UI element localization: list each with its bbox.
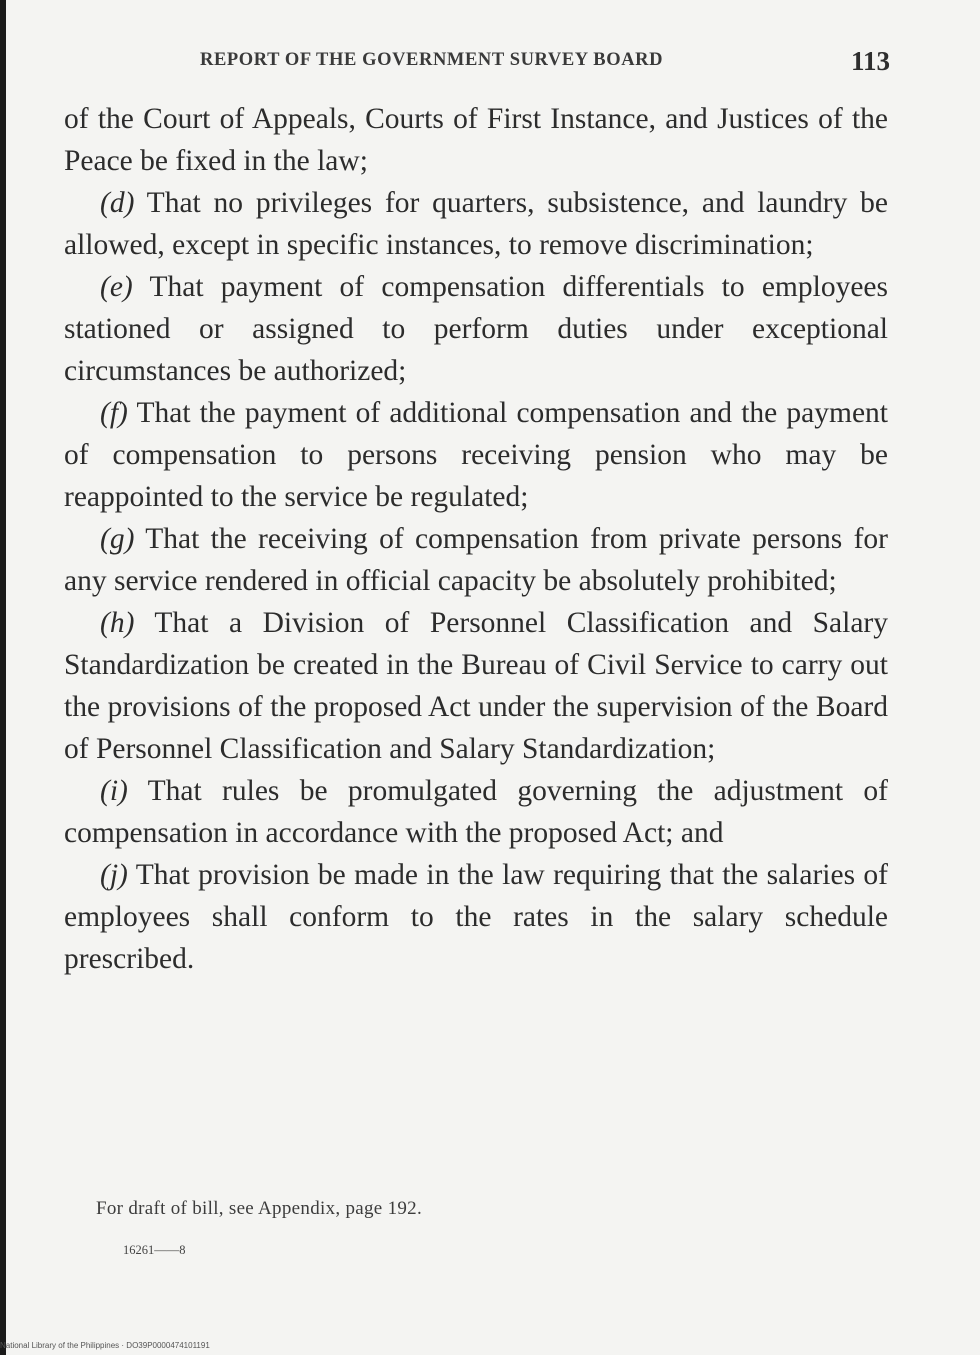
- page-number: 113: [850, 46, 890, 76]
- item-j-text: That provision be made in the law requiring that the salaries of employees shall conform to the rates in the salary schedule prescribed.: [64, 859, 889, 975]
- item-h: [64, 602, 888, 770]
- item-i: [64, 770, 888, 854]
- item-g-text: That the receiving of compensation from private persons for any service rendered in official capacity be absolutely prohibited;: [64, 523, 888, 597]
- item-d: [64, 182, 888, 266]
- item-i-marker: (i): [100, 775, 128, 807]
- item-e: [64, 266, 888, 392]
- item-g-marker: (g): [100, 523, 135, 555]
- page-header: [200, 46, 890, 76]
- body-text: [64, 98, 888, 980]
- scan-credit: National Library of the Philippines · DO39P0000474101191: [0, 1341, 210, 1350]
- item-j-marker: (j): [100, 859, 128, 891]
- item-f: [64, 392, 888, 518]
- item-h-text: That a Division of Personnel Classification and Salary Standardization be created in the Bureau of Civil Service to carry out the provisions of the proposed Act under the supervision of the Board of Personnel Classification and Salary Standardization;: [64, 607, 888, 765]
- item-d-marker: (d): [100, 187, 135, 219]
- item-i-text: That rules be promulgated governing the adjustment of compensation in accordance with the proposed Act; and: [64, 775, 889, 849]
- item-j: [64, 854, 888, 980]
- item-g: [64, 518, 888, 602]
- page-binding-edge: [0, 0, 6, 1355]
- item-e-marker: (e): [100, 271, 133, 303]
- item-h-marker: (h): [100, 607, 135, 639]
- item-d-text: That no privileges for quarters, subsistence, and laundry be allowed, except in specific instances, to remove discrimination;: [64, 187, 888, 261]
- signature-mark: 16261——8: [123, 1243, 186, 1257]
- footnote: For draft of bill, see Appendix, page 192.: [96, 1198, 423, 1219]
- item-f-marker: (f): [100, 397, 128, 429]
- continuation-paragraph: of the Court of Appeals, Courts of First Instance, and Justices of the Peace be fixed in the law;: [64, 103, 888, 177]
- item-e-text: That payment of compensation differentials to employees stationed or assigned to perform duties under exceptional circumstances be authorized;: [64, 271, 888, 387]
- running-title: REPORT OF THE GOVERNMENT SURVEY BOARD: [200, 50, 664, 70]
- item-f-text: That the payment of additional compensation and the payment of compensation to persons receiving pension who may be reappointed to the service be regulated;: [64, 397, 888, 513]
